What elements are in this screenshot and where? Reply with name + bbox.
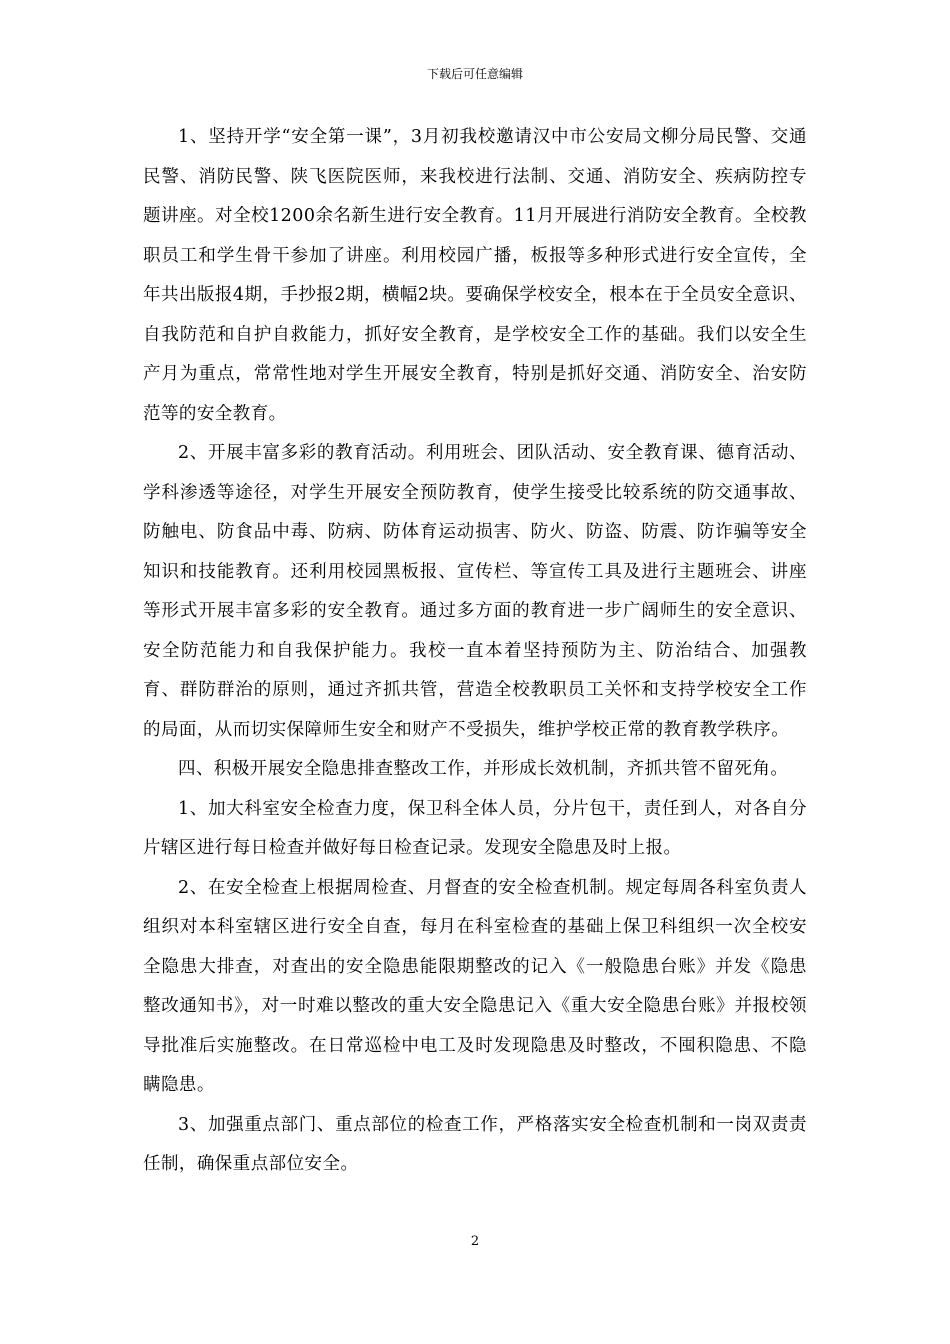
paragraph-daily-inspection: 1、加大科室安全检查力度，保卫科全体人员，分片包干，责任到人，对各自分片辖区进行每日检查并做好每日检查记录。发现安全隐患及时上报。 [143, 798, 807, 858]
paragraph-safety-first-lesson: 1、坚持开学“安全第一课”，3月初我校邀请汉中市公安局文柳分局民警、交通民警、消防民警、陕飞医院医师，来我校进行法制、交通、消防安全、疾病防控专题讲座。对全校1200余名新生进行安全教育。11月开展进行消防安全教育。全校教职员工和学生骨干参加了讲座。利用校园广播，板报等多种形式进行安全宣传，全年共出版报4期，手抄报2期，横幅2块。要确保学校安全，根本在于全员安全意识、自我防范和自护自救能力，抓好安全教育，是学校安全工作的基础。我们以安全生产月为重点，常常性地对学生开展安全教育，特别是抓好交通、消防安全、治安防范等的安全教育。 [143, 127, 807, 424]
document-body [143, 118, 807, 1185]
page-header: 下载后可任意编辑 [426, 67, 523, 81]
paragraph-section-four-heading: 四、积极开展安全隐患排查整改工作，并形成长效机制，齐抓共管不留死角。 [178, 759, 789, 779]
paragraph-education-activities: 2、开展丰富多彩的教育活动。利用班会、团队活动、安全教育课、德育活动、学科渗透等途径，对学生开展安全预防教育，使学生接受比较系统的防交通事故、防触电、防食品中毒、防病、防体育运动损害、防火、防盗、防震、防诈骗等安全知识和技能教育。还利用校园黑板报、宣传栏、等宣传工具及进行主题班会、讲座等形式开展丰富多彩的安全教育。通过多方面的教育进一步广阔师生的安全意识、安全防范能力和自我保护能力。我校一直本着坚持预防为主、防治结合、加强教育、群防群治的原则，通过齐抓共管，营造全校教职员工关怀和支持学校安全工作的局面，从而切实保障师生安全和财产不受损失，维护学校正常的教育教学秩序。 [143, 443, 807, 740]
paragraph-key-areas: 3、加强重点部门、重点部位的检查工作，严格落实安全检查机制和一岗双责责任制，确保重点部位安全。 [143, 1114, 807, 1174]
page-number: 2 [470, 1234, 480, 1249]
paragraph-inspection-mechanism: 2、在安全检查上根据周检查、月督查的安全检查机制。规定每周各科室负责人组织对本科室辖区进行安全自查，每月在科室检查的基础上保卫科组织一次全校安全隐患大排查，对查出的安全隐患能限期整改的记入《一般隐患台账》并发《隐患整改通知书》，对一时难以整改的重大安全隐患记入《重大安全隐患台账》并报校领导批准后实施整改。在日常巡检中电工及时发现隐患及时整改，不囤积隐患、不隐瞒隐患。 [143, 877, 807, 1095]
